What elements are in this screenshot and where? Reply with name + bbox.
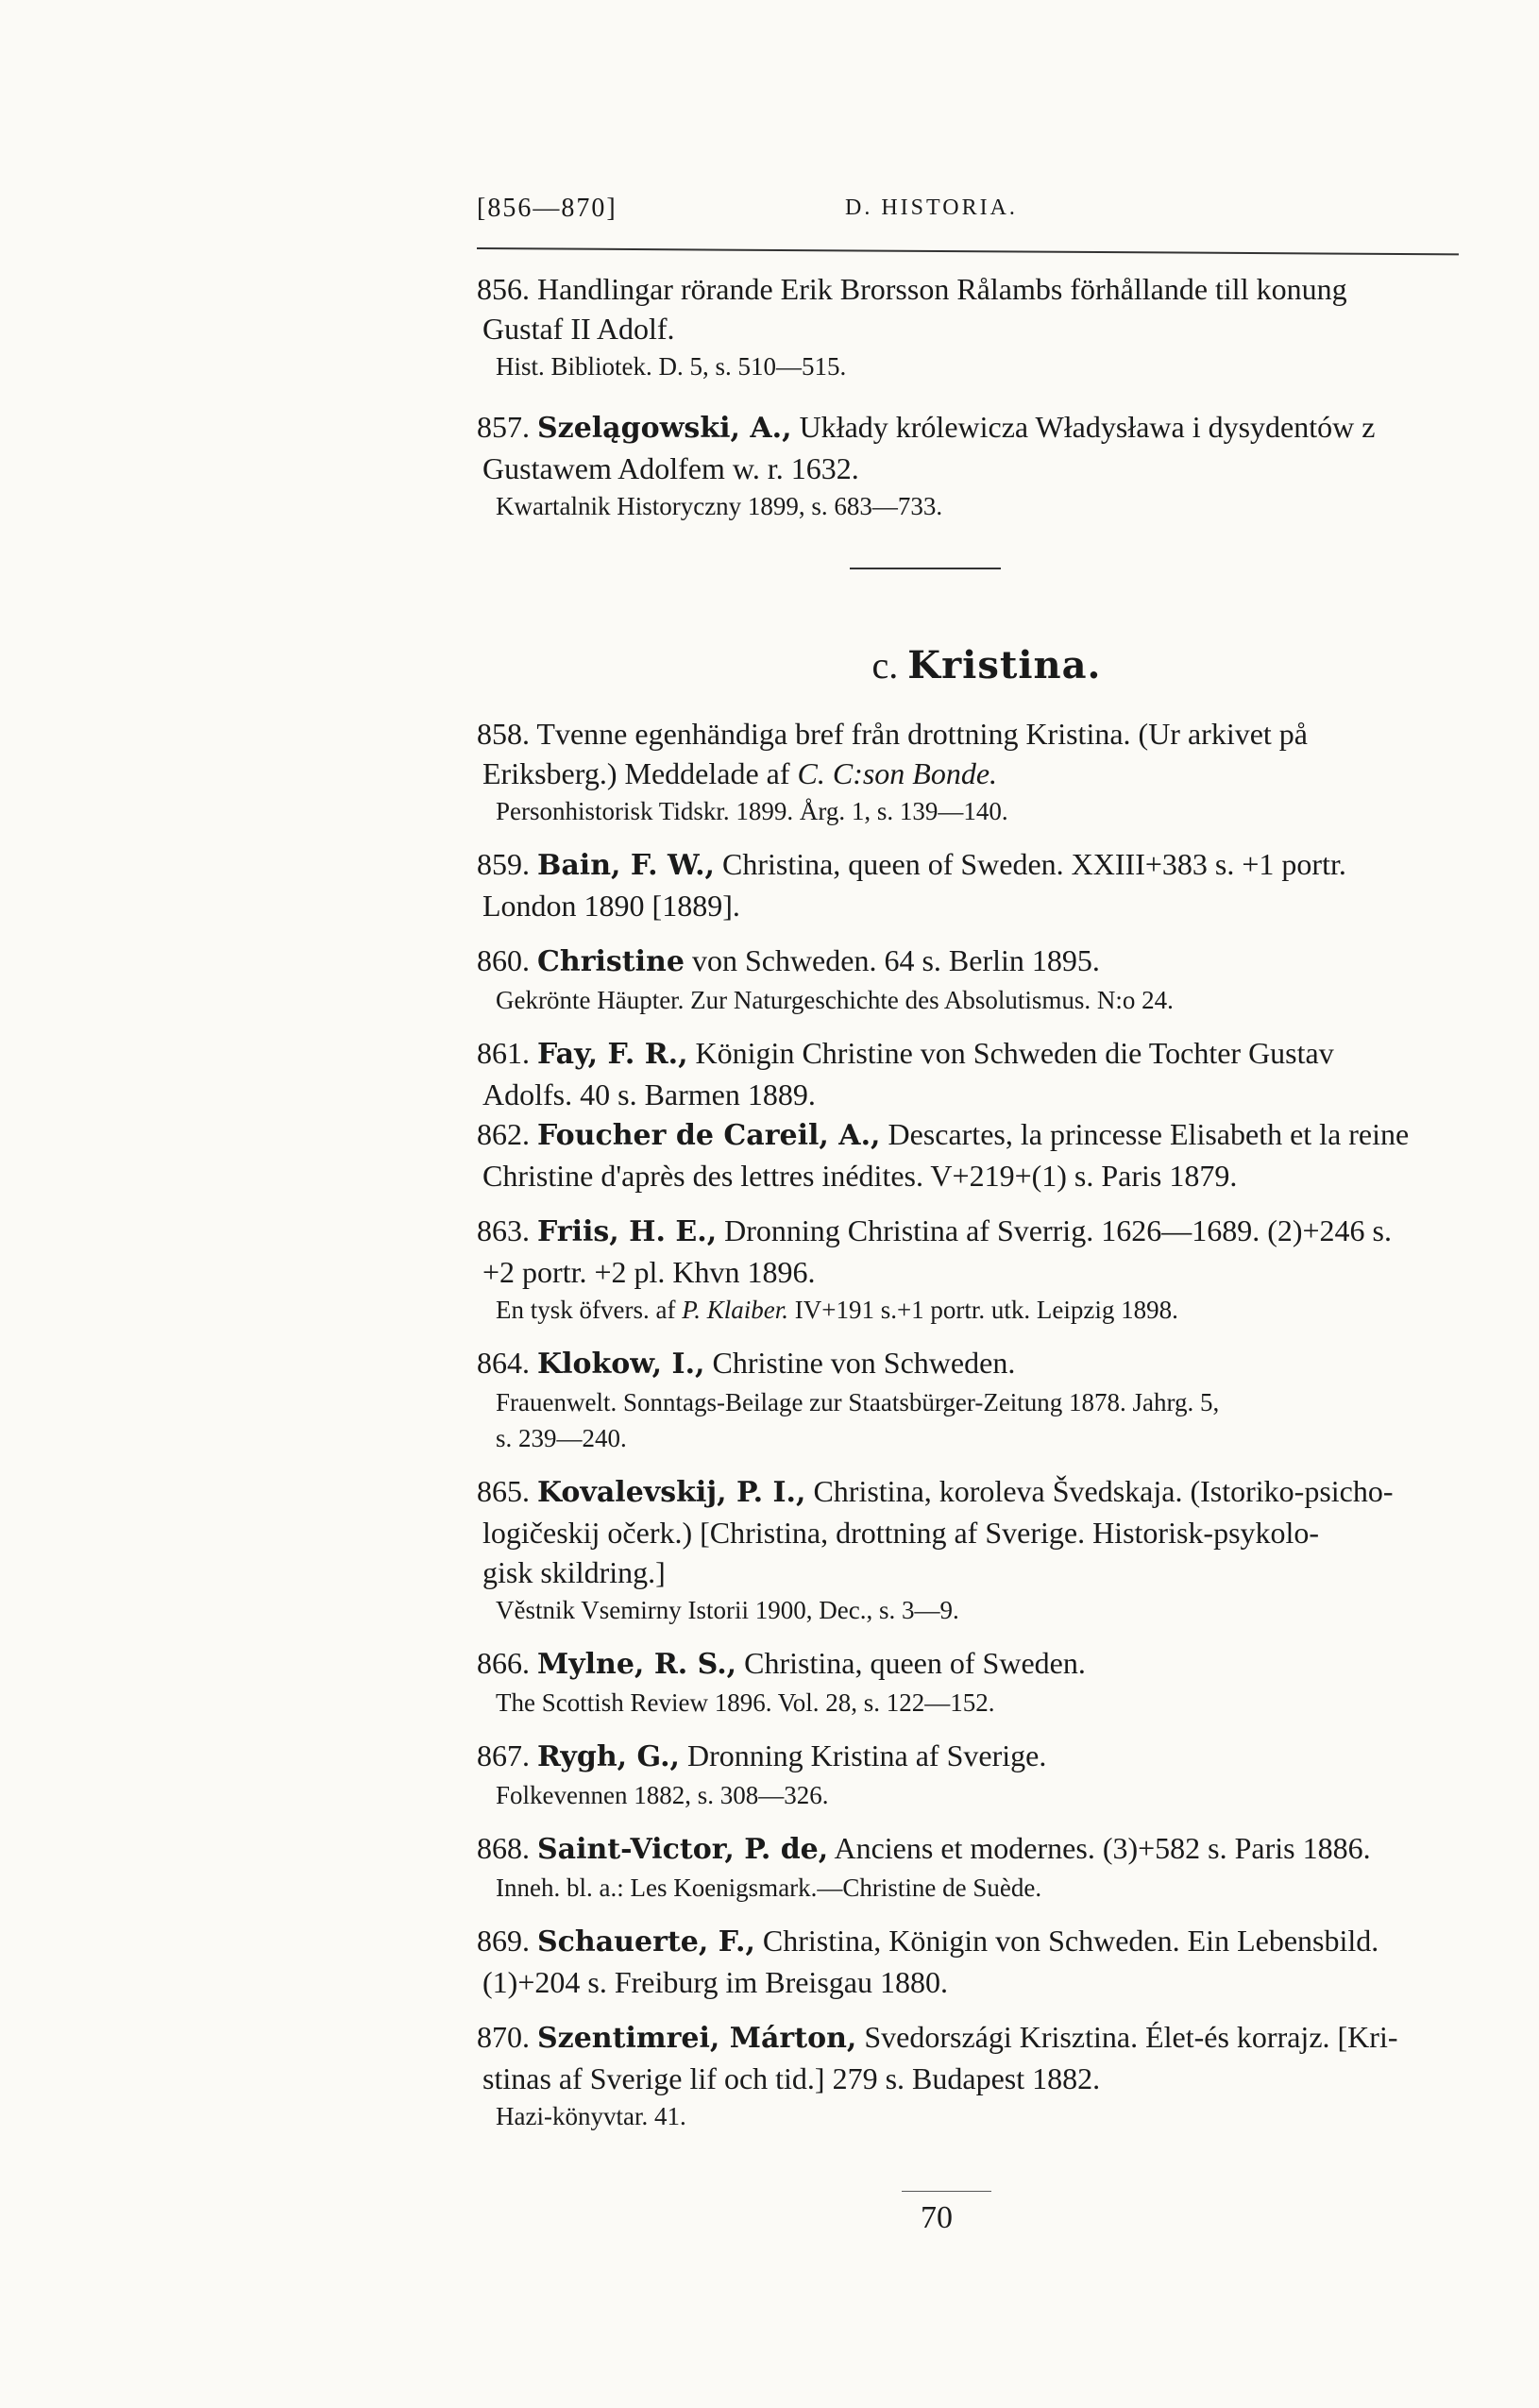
author: Mylne, R. S., bbox=[537, 1648, 737, 1681]
author: Kovalevskij, P. I., bbox=[537, 1476, 806, 1509]
author: Szentimrei, Márton, bbox=[537, 2022, 857, 2055]
author: Foucher de Careil, A., bbox=[537, 1119, 881, 1152]
entry-864: 864. Klokow, I., Christine von Schweden. Frauenwelt. Sonntags-Beilage zur Staatsbürger-Zeitung 1878. Jahrg. 5, s. 239—240. bbox=[477, 1343, 1459, 1456]
source-line: Hazi-könyvtar. 41. bbox=[496, 2102, 686, 2130]
author: Szelągowski, A., bbox=[537, 412, 792, 445]
entry-866: 866. Mylne, R. S., Christina, queen of Sweden. The Scottish Review 1896. Vol. 28, s. 122—152. bbox=[477, 1643, 1459, 1721]
source-line: Inneh. bl. a.: Les Koenigsmark.—Christine de Suède. bbox=[496, 1874, 1042, 1902]
source-line: En tysk öfvers. af P. Klaiber. IV+191 s.+1 portr. utk. Leipzig 1898. bbox=[496, 1296, 1178, 1324]
header-rule bbox=[477, 247, 1459, 255]
author: Bain, F. W., bbox=[537, 849, 715, 882]
section-title: D. HISTORIA. bbox=[845, 195, 1018, 220]
page-number-rule bbox=[902, 2191, 991, 2192]
author: Rygh, G., bbox=[537, 1740, 680, 1773]
source-line: Frauenwelt. Sonntags-Beilage zur Staatsbürger-Zeitung 1878. Jahrg. 5, bbox=[496, 1388, 1220, 1416]
entry-858: 858. Tvenne egenhändiga bref från drottning Kristina. (Ur arkivet på Eriksberg.) Meddelade af C. C:son Bonde. Personhistorisk Tidskr. 1899. Årg. 1, s. 139—140. bbox=[477, 714, 1459, 829]
author: Klokow, I., bbox=[537, 1348, 705, 1381]
entry-861: 861. Fay, F. R., Königin Christine von Schweden die Tochter Gustav Adolfs. 40 s. Barmen 1889. bbox=[477, 1036, 1334, 1111]
page-number: 70 bbox=[921, 2200, 953, 2235]
entry-856: 856. Handlingar rörande Erik Brorsson Rålambs förhållande till konung Gustaf II Adolf. Hist. Bibliotek. D. 5, s. 510—515. bbox=[477, 269, 1459, 384]
subsection-heading: c. Kristina. bbox=[871, 643, 1102, 687]
author: Christine bbox=[537, 945, 685, 978]
entry-859: 859. Bain, F. W., Christina, queen of Sweden. XXIII+383 s. +1 portr. London 1890 [1889]. bbox=[477, 847, 1346, 923]
entry-range: [856—870] bbox=[477, 194, 617, 223]
section-divider bbox=[850, 568, 1001, 569]
entry-857: 857. Szelągowski, A., Układy królewicza Władysława i dysydentów z Gustawem Adolfem w. r. 1632. Kwartalnik Historyczny 1899, s. 683—733. bbox=[477, 407, 1459, 524]
source-line: Folkevennen 1882, s. 308—326. bbox=[496, 1781, 829, 1809]
entry-860: 860. Christine von Schweden. 64 s. Berlin 1895. Gekrönte Häupter. Zur Naturgeschichte des Absolutismus. N:o 24. bbox=[477, 941, 1459, 1018]
author: Fay, F. R., bbox=[537, 1038, 688, 1071]
entry-870: 870. Szentimrei, Márton, Svedországi Krisztina. Élet-és korrajz. [Kri- stinas af Sverige lif och tid.] 279 s. Budapest 1882. Hazi-könyvtar. 41. bbox=[477, 2017, 1459, 2134]
entry-863: 863. Friis, H. E., Dronning Christina af Sverrig. 1626—1689. (2)+246 s. +2 portr. +2 pl. Khvn 1896. En tysk öfvers. af P. Klaiber. IV+191 s.+1 portr. utk. Leipzig 1898. bbox=[477, 1211, 1459, 1328]
running-header bbox=[477, 194, 1459, 231]
entry-865: 865. Kovalevskij, P. I., Christina, koroleva Švedskaja. (Istoriko-psicho- logičeskij očerk.) [Christina, drottning af Sverige. Historisk-psykolo- gisk skildring.] Věstnik Vsemirny Istorii 1900, Dec., s. 3—9. bbox=[477, 1471, 1459, 1628]
entry-869: 869. Schauerte, F., Christina, Königin von Schweden. Ein Lebensbild. (1)+204 s. Freiburg im Breisgau 1880. bbox=[477, 1924, 1379, 1999]
entry-862: 862. Foucher de Careil, A., Descartes, la princesse Elisabeth et la reine Christine d'après des lettres inédites. V+219+(1) s. Paris 1879. bbox=[477, 1117, 1410, 1193]
author: Friis, H. E., bbox=[537, 1215, 718, 1248]
entry-867: 867. Rygh, G., Dronning Kristina af Sverige. Folkevennen 1882, s. 308—326. bbox=[477, 1736, 1459, 1813]
entry-868: 868. Saint-Victor, P. de, Anciens et modernes. (3)+582 s. Paris 1886. Inneh. bl. a.: Les Koenigsmark.—Christine de Suède. bbox=[477, 1828, 1459, 1906]
source-line: Personhistorisk Tidskr. 1899. Årg. 1, s. 139—140. bbox=[496, 797, 1008, 825]
source-line: Gekrönte Häupter. Zur Naturgeschichte des Absolutismus. N:o 24. bbox=[496, 986, 1174, 1014]
source-line: Věstnik Vsemirny Istorii 1900, Dec., s. 3—9. bbox=[496, 1596, 959, 1624]
source-line: The Scottish Review 1896. Vol. 28, s. 122—152. bbox=[496, 1688, 995, 1717]
source-line: s. 239—240. bbox=[496, 1424, 627, 1452]
source-line: Kwartalnik Historyczny 1899, s. 683—733. bbox=[496, 492, 943, 520]
author: Schauerte, F., bbox=[537, 1925, 755, 1959]
author: Saint-Victor, P. de, bbox=[537, 1833, 829, 1866]
source-line: Hist. Bibliotek. D. 5, s. 510—515. bbox=[496, 352, 847, 381]
bibliography-list bbox=[477, 269, 1459, 2134]
